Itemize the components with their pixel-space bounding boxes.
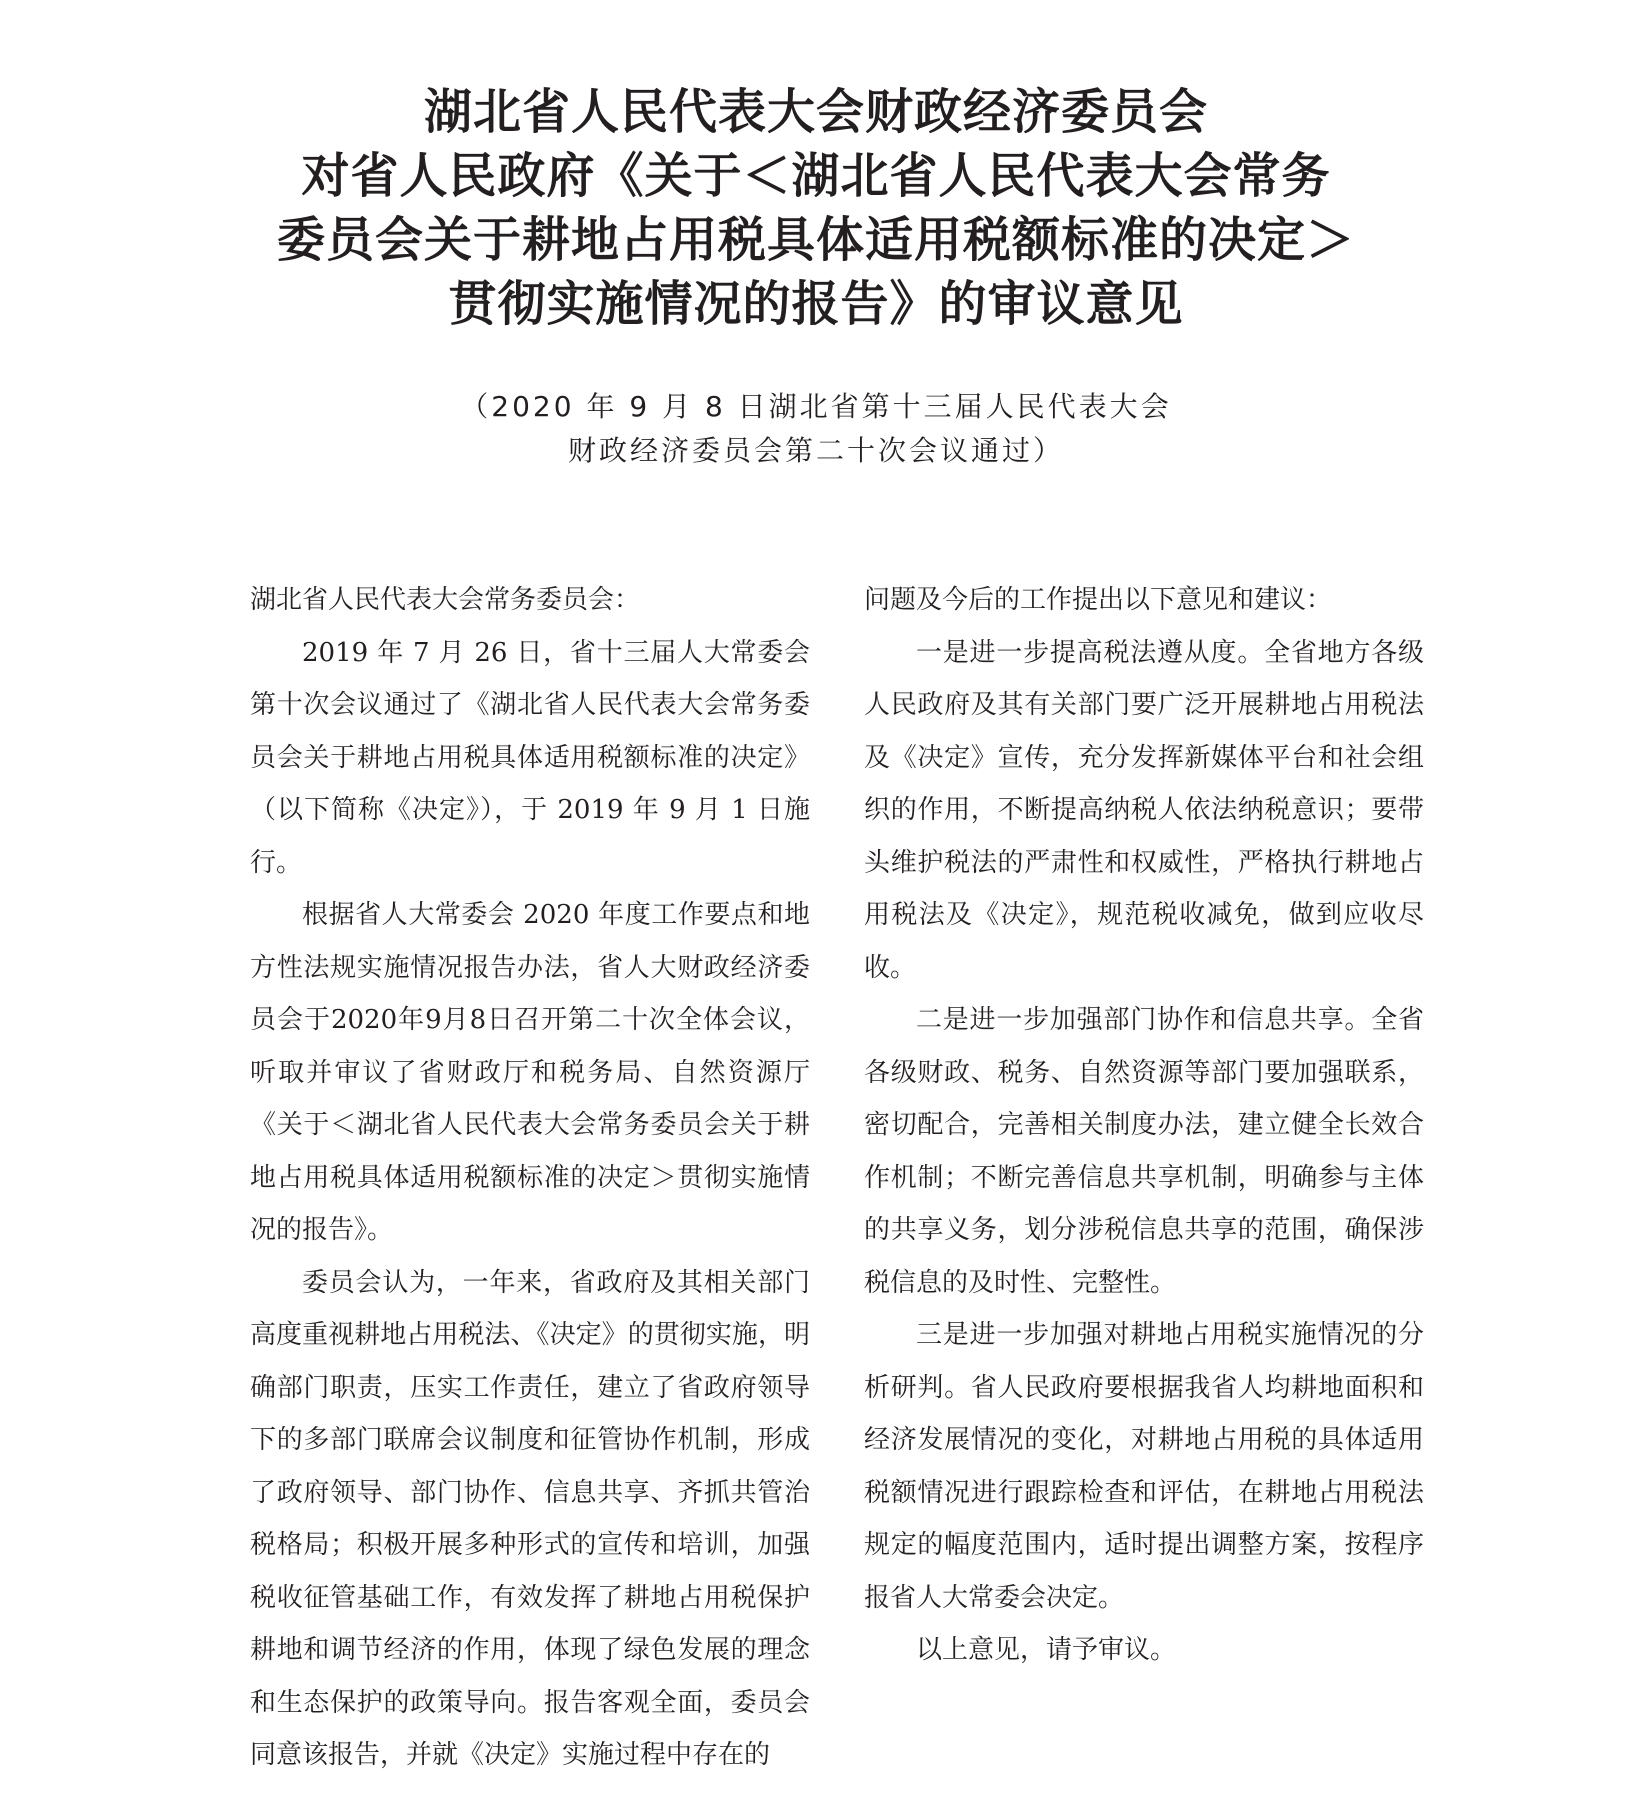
opinion-paragraph: 二是进一步加强部门协作和信息共享。全省各级财政、税务、自然资源等部门要加强联系，密切配合，完善相关制度办法，建立健全长效合作机制；不断完善信息共享机制，明确参与主体的共享义务，划分涉税信息共享的范围，确保涉税信息的及时性、完整性。 xyxy=(864,1005,1424,1298)
title-line: 贯彻实施情况的报告》的审议意见 xyxy=(448,276,1184,332)
adoption-note-line: （2020 年 9 月 8 日湖北省第十三届人民代表大会 xyxy=(460,390,1172,423)
right-column xyxy=(864,574,1424,1677)
left-column xyxy=(250,574,810,1782)
paragraph-continuation: 问题及今后的工作提出以下意见和建议： xyxy=(864,585,1333,615)
body-paragraph: 2019 年 7 月 26 日，省十三届人大常委会第十次会议通过了《湖北省人民代表大会常务委员会关于耕地占用税具体适用税额标准的决定》（以下简称《决定》），于 2019 年 9 月 1 日施行。 xyxy=(250,637,810,878)
opinion-paragraph: 三是进一步加强对耕地占用税实施情况的分析研判。省人民政府要根据我省人均耕地面积和经济发展情况的变化，对耕地占用税的具体适用税额情况进行跟踪检查和评估，在耕地占用税法规定的幅度范围内，适时提出调整方案，按程序报省人大常委会决定。 xyxy=(864,1320,1424,1613)
body-paragraph: 根据省人大常委会 2020 年度工作要点和地方性法规实施情况报告办法，省人大财政经济委员会于2020年9月8日召开第二十次全体会议，听取并审议了省财政厅和税务局、自然资源厅《关于＜湖北省人民代表大会常务委员会关于耕地占用税具体适用税额标准的决定＞贯彻实施情况的报告》。 xyxy=(250,900,810,1245)
title-line: 对省人民政府《关于＜湖北省人民代表大会常务 xyxy=(301,148,1331,204)
document-title xyxy=(200,80,1432,336)
adoption-note-line: 财政经济委员会第二十次会议通过） xyxy=(567,434,1064,467)
title-line: 湖北省人民代表大会财政经济委员会 xyxy=(423,84,1208,140)
body-paragraph: 委员会认为，一年来，省政府及其相关部门高度重视耕地占用税法、《决定》的贯彻实施，明确部门职责，压实工作责任，建立了省政府领导下的多部门联席会议制度和征管协作机制，形成了政府领导、部门协作、信息共享、齐抓共管治税格局；积极开展多种形式的宣传和培训，加强税收征管基础工作，有效发挥了耕地占用税保护耕地和调节经济的作用，体现了绿色发展的理念和生态保护的政策导向。报告客观全面，委员会同意该报告，并就《决定》实施过程中存在的 xyxy=(250,1267,810,1770)
adoption-note xyxy=(300,385,1332,473)
salutation: 湖北省人民代表大会常务委员会： xyxy=(250,585,641,615)
opinion-paragraph: 一是进一步提高税法遵从度。全省地方各级人民政府及其有关部门要广泛开展耕地占用税法及《决定》宣传，充分发挥新媒体平台和社会组织的作用，不断提高纳税人依法纳税意识；要带头维护税法的严肃性和权威性，严格执行耕地占用税法及《决定》，规范税收减免，做到应收尽收。 xyxy=(864,637,1424,983)
closing-paragraph: 以上意见，请予审议。 xyxy=(916,1635,1177,1665)
title-line: 委员会关于耕地占用税具体适用税额标准的决定＞ xyxy=(276,212,1355,268)
